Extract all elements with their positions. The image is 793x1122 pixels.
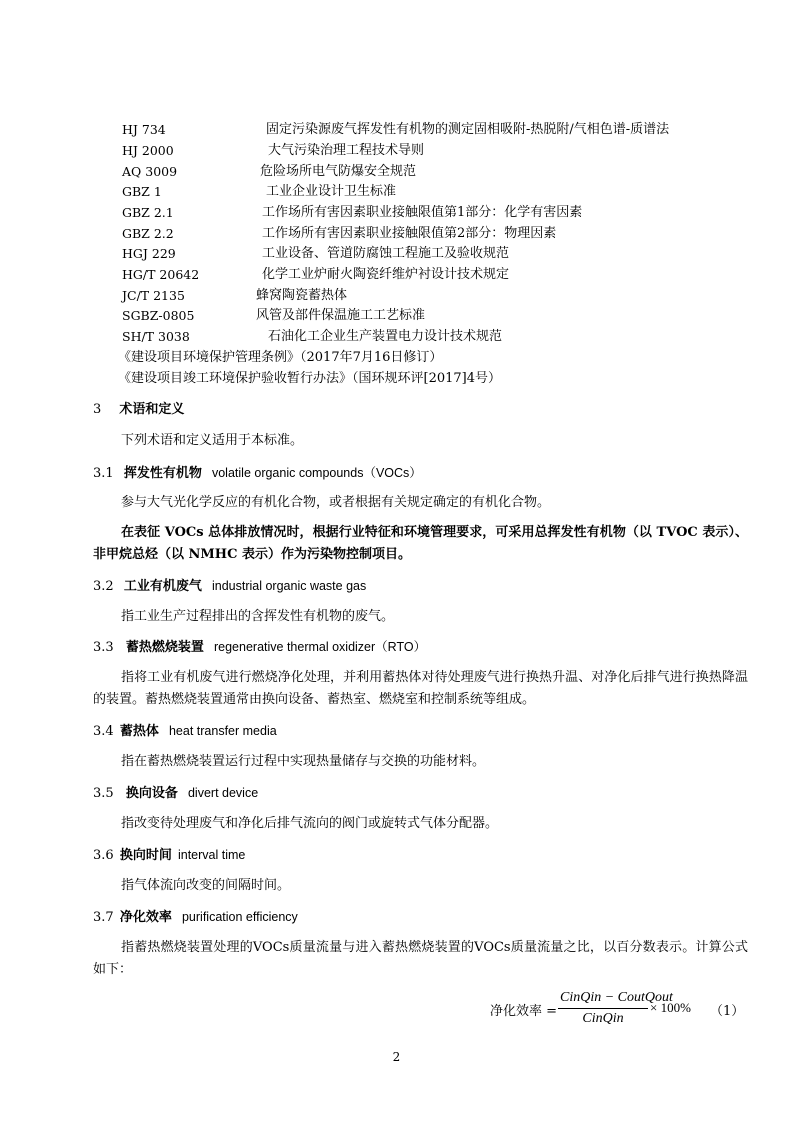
term-title-en: volatile organic compounds（VOCs） bbox=[211, 466, 422, 480]
term-title-en: heat transfer media bbox=[168, 724, 277, 738]
term-title-en: divert device bbox=[187, 786, 259, 800]
reference-title: 化学工业炉耐火陶瓷纤维炉衬设计技术规定 bbox=[262, 267, 510, 282]
term-title-en: interval time bbox=[177, 848, 246, 862]
term-title-zh: 挥发性有机物 bbox=[123, 466, 202, 481]
reference-title: 风管及部件保温施工工艺标准 bbox=[256, 308, 426, 323]
reference-code: AQ 3009 bbox=[122, 164, 178, 179]
reference-code: HJ 2000 bbox=[122, 143, 174, 158]
term-heading bbox=[93, 845, 245, 866]
term-heading bbox=[93, 907, 298, 928]
term-definition: 指在蓄热燃烧装置运行过程中实现热量储存与交换的功能材料。 bbox=[121, 754, 486, 769]
term-title-zh: 蓄热体 bbox=[119, 724, 159, 739]
term-title-zh: 净化效率 bbox=[119, 910, 172, 925]
formula-numerator: CinQin − CoutQout bbox=[558, 990, 648, 1009]
term-heading bbox=[93, 783, 258, 804]
reference-title: 工业设备、管道防腐蚀工程施工及验收规范 bbox=[262, 246, 510, 261]
reference-title: 蜂窝陶瓷蓄热体 bbox=[256, 288, 348, 303]
term-definition: 参与大气光化学反应的有机化合物，或者根据有关规定确定的有机化合物。 bbox=[121, 495, 551, 510]
term-heading bbox=[93, 576, 366, 597]
reference-title: 工作场所有害因素职业接触限值第2部分：物理因素 bbox=[262, 226, 557, 241]
reference-title: 石油化工企业生产装置电力设计技术规范 bbox=[268, 329, 503, 344]
term-title-en: industrial organic waste gas bbox=[211, 579, 367, 593]
reference-code: HJ 734 bbox=[122, 122, 166, 137]
term-heading bbox=[93, 463, 422, 484]
reference-title: 大气污染治理工程技术导则 bbox=[268, 143, 425, 158]
formula-denominator: CinQin bbox=[582, 1011, 624, 1026]
formula-multiplier: × 100% bbox=[650, 1000, 691, 1015]
reference-title: 危险场所电气防爆安全规范 bbox=[260, 164, 417, 179]
reference-code: SGBZ-0805 bbox=[122, 308, 195, 323]
regulation-document: 《建设项目环境保护管理条例》（2017年7月16日修订） bbox=[118, 350, 443, 365]
term-number: 3.1 bbox=[93, 466, 114, 481]
section-heading bbox=[93, 400, 184, 420]
term-heading bbox=[93, 637, 426, 658]
term-title-zh: 换向设备 bbox=[125, 786, 178, 801]
reference-code: GBZ 1 bbox=[122, 184, 162, 199]
term-number: 3.3 bbox=[93, 640, 114, 655]
section-intro: 下列术语和定义适用于本标准。 bbox=[121, 433, 304, 448]
term-title-zh: 工业有机废气 bbox=[123, 579, 202, 594]
term-title-zh: 换向时间 bbox=[119, 848, 172, 863]
reference-code: JC/T 2135 bbox=[122, 288, 185, 303]
term-number: 3.4 bbox=[93, 724, 114, 739]
term-heading bbox=[93, 721, 277, 742]
regulation-document: 《建设项目竣工环境保护验收暂行办法》（国环规环评[2017]4号） bbox=[118, 371, 501, 386]
reference-code: SH/T 3038 bbox=[122, 329, 190, 344]
reference-title: 工作场所有害因素职业接触限值第1部分：化学有害因素 bbox=[262, 205, 583, 220]
page-number: 2 bbox=[392, 1050, 401, 1064]
reference-title: 工业企业设计卫生标准 bbox=[266, 184, 397, 199]
term-definition: 指将工业有机废气进行燃烧净化处理，并利用蓄热体对待处理废气进行换热升温、对净化后排气进行换热降温的装置。蓄热燃烧装置通常由换向设备、蓄热室、燃烧室和控制系统等组成。 bbox=[93, 670, 748, 707]
term-title-en: regenerative thermal oxidizer（RTO） bbox=[213, 640, 427, 654]
reference-title: 固定污染源废气挥发性有机物的测定固相吸附-热脱附/气相色谱-质谱法 bbox=[266, 122, 670, 137]
reference-code: HGJ 229 bbox=[122, 246, 176, 261]
term-number: 3.5 bbox=[93, 786, 114, 801]
reference-code: HG/T 20642 bbox=[122, 267, 200, 282]
formula-number: （1） bbox=[710, 1004, 745, 1019]
section-title: 术语和定义 bbox=[119, 402, 185, 417]
formula-label: 净化效率 = bbox=[490, 1004, 558, 1019]
term-definition: 指改变待处理废气和净化后排气流向的阀门或旋转式气体分配器。 bbox=[121, 816, 499, 831]
reference-code: GBZ 2.1 bbox=[122, 205, 174, 220]
term-number: 3.2 bbox=[93, 579, 114, 594]
reference-code: GBZ 2.2 bbox=[122, 226, 174, 241]
term-definition: 指气体流向改变的间隔时间。 bbox=[121, 878, 291, 893]
term-note: 在表征 VOCs 总体排放情况时，根据行业特征和环境管理要求，可采用总挥发性有机物（以 TVOC 表示）、非甲烷总烃（以 NMHC 表示）作为污染物控制项目。 bbox=[93, 525, 748, 562]
section-number: 3 bbox=[93, 402, 102, 417]
term-title-en: purification efficiency bbox=[181, 910, 298, 924]
term-definition: 指蓄热燃烧装置处理的VOCs质量流量与进入蓄热燃烧装置的VOCs质量流量之比，以百分数表示。计算公式如下： bbox=[93, 940, 748, 977]
term-number: 3.6 bbox=[93, 848, 114, 863]
term-definition: 指工业生产过程排出的含挥发性有机物的废气。 bbox=[121, 609, 395, 624]
term-title-zh: 蓄热燃烧装置 bbox=[125, 640, 204, 655]
term-number: 3.7 bbox=[93, 910, 114, 925]
